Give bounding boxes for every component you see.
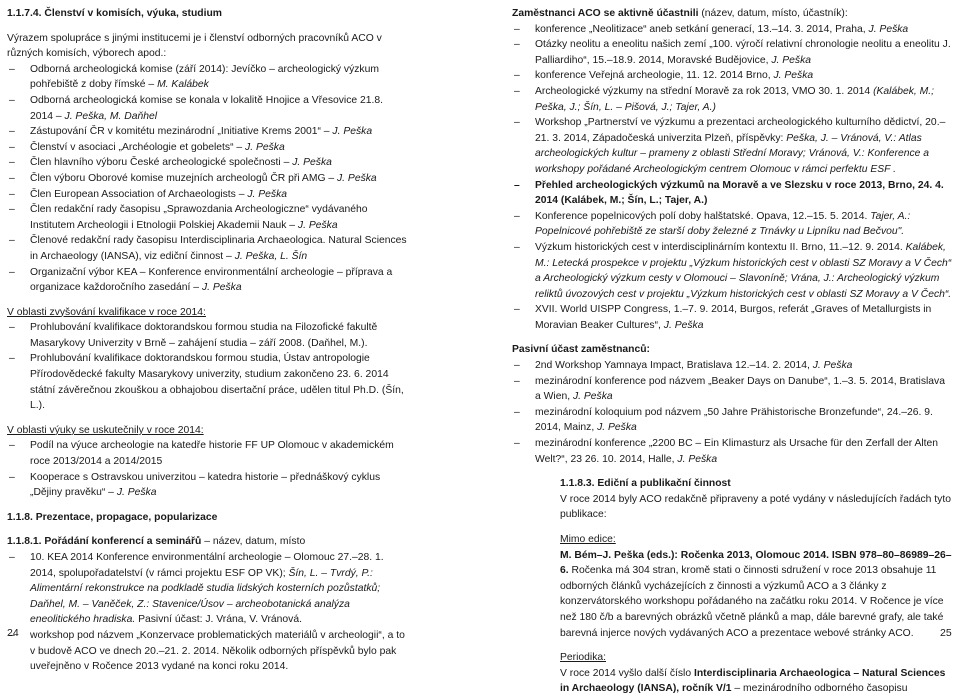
list-item	[7, 628, 407, 675]
left-column	[7, 6, 407, 675]
qualification-subheading: V oblasti zvyšování kvalifikace v roce 2014:	[7, 306, 206, 318]
page-number-left: 24	[7, 627, 19, 639]
list-item-author: J. Peška	[332, 126, 373, 138]
list-item-text: konference Veřejná archeologie, 11. 12. 2014 Brno,	[535, 70, 774, 82]
right-column	[512, 6, 952, 697]
list-item	[512, 22, 952, 38]
list-item	[7, 351, 407, 413]
list-item-text: Člen redakční rady časopisu „Sprawozdania Archeologiczne“ vydávaného Institutem Archeologii i Etnologii Polskiej Akademii Nauk –	[30, 204, 368, 231]
list-item-text: Konference popelnicových polí doby halštatské. Opava, 12.–15. 5. 2014.	[535, 210, 871, 222]
teaching-subheading: V oblasti výuky se uskutečnily v roce 2014:	[7, 424, 204, 436]
list-item-author: J. Peška	[292, 157, 332, 169]
list-item-text: Člen European Association of Archaeologists –	[30, 188, 248, 200]
list-item-author: J. Peška	[663, 319, 704, 331]
intro-paragraph: Výrazem spolupráce s jinými institucemi je i členství odborných pracovníků ACO v různých komisích, výborech apod.:	[7, 32, 382, 60]
yearbook-citation: M. Bém–J. Peška (eds.): Ročenka 2013, Olomouc 2014. ISBN 978–80–86989–26–6.	[560, 549, 952, 577]
list-item-author: J. Peška	[773, 70, 814, 82]
list-item-author: J. Peška	[597, 422, 637, 434]
list-item	[7, 233, 407, 264]
list-item-text: mezinárodní konference pod názvem „Beaker Days on Danube“, 1.–3. 5. 2014, Bratislava a Wien,	[535, 375, 945, 403]
periodicals-end: – mezinárodního odborného časopisu	[731, 683, 908, 695]
list-item-author: Tajer, A.: Popelnicové pohřebiště ze starší doby železné z Trnávky u Lipníku nad Bečvou".	[535, 210, 911, 238]
list-item-author: Kalábek, M.: Letecká prospekce v projektu „Výzkum historických cest v oblasti SZ Moravy a V Čech“ a Archeologický výzkum cesty v Olomouci – Slavoníně; Vrána, J.: Archeologický výzkum reliktů úvozových cest v projektu „Výzkum historických cest v oblasti SZ Moravy a V Čech“.	[535, 241, 952, 300]
list-item-text: mezinárodní koloquium pod názvem „50 Jahre Prähistorische Bronzefunde“, 24.–26. 9. 2014, Mainz,	[535, 406, 933, 434]
list-item-text: Archeologické výzkumy na střední Moravě za rok 2013, VMO 30. 1. 2014	[535, 85, 874, 97]
list-item-author: J. Peška	[337, 172, 377, 184]
list-item-text: konference „Neolitizace“ aneb setkání generací, 13.–14. 3. 2014, Praha,	[535, 23, 869, 35]
list-item-author: J. Peška	[245, 141, 285, 153]
list-item-text: XVII. World UISPP Congress, 1.–7. 9. 2014, Burgos, referát „Graves of Metallurgists in Moravian Beaker Cultures“,	[535, 304, 932, 331]
list-item-author: J. Peška	[116, 487, 157, 499]
list-item	[7, 124, 407, 140]
active-participation-rest: (název, datum, místo, účastník):	[698, 8, 848, 19]
list-item-text-tail: Pasivní účast: J. Vrána, V. Vránová.	[135, 614, 302, 626]
list-item-author: M. Kalábek	[157, 79, 209, 91]
section-heading-presentation: 1.1.8. Prezentace, propagace, popularizace	[7, 511, 218, 523]
yearbook-paragraph	[512, 548, 952, 642]
list-item-author: Šín, L. – Tvrdý, P.: Alimentární rekonstrukce na podkladě studia lidských kosterních pozůstatků; Daňhel, M. – Vaněček, Z.: Stavenice/Úsov – archeobotanická analýza eneolitického hradiska.	[30, 567, 381, 626]
list-item	[512, 115, 952, 177]
list-item	[7, 320, 407, 351]
list-item	[7, 62, 407, 93]
list-item	[512, 84, 952, 115]
passive-participation-heading: Pasivní účast zaměstnanců:	[512, 344, 650, 356]
list-item	[512, 358, 952, 374]
conferences-list	[7, 550, 407, 675]
list-item-text: Člen hlavního výboru České archeologické společnosti –	[30, 157, 293, 169]
active-participation-label: Zaměstnanci ACO se aktivně účastnili	[512, 8, 699, 19]
list-item	[512, 374, 952, 405]
list-item-text: Zástupování ČR v komitétu mezinárodní „Initiative Krems 2001“ –	[30, 126, 333, 138]
list-item-author: J. Peška	[677, 453, 718, 465]
active-participation-list	[512, 22, 952, 334]
list-item-text: Prohlubování kvalifikace doktorandskou formou studia, Ústav antropologie Přírodovědecké fakulty Masarykovy univerzity, studium zakončeno 23. 6. 2014 státní závěrečnou zkouškou a obhajobou disertační práce, udělen titul Ph.D. (Šín, L.).	[30, 353, 404, 412]
list-item	[7, 470, 407, 501]
list-item-author: J. Peška	[247, 188, 288, 200]
list-item	[512, 436, 952, 467]
list-item-text: Odborná archeologická komise se konala v lokalitě Hnojice a Vřesovice 21.8. 2014 –	[30, 94, 384, 122]
conferences-heading-rest: – název, datum, místo	[201, 536, 306, 548]
list-item	[512, 302, 952, 333]
list-item-author: J. Peška	[868, 23, 909, 35]
list-item	[7, 155, 407, 171]
periodicals-paragraph	[512, 666, 952, 697]
list-item-text: Podíl na výuce archeologie na katedře historie FF UP Olomouc v akademickém roce 2013/2014 a 2014/2015	[30, 440, 394, 468]
page-number-right: 25	[940, 627, 952, 639]
list-item	[512, 68, 952, 84]
list-item-text: Člen výboru Oborové komise muzejních archeologů ČR při AMG –	[30, 172, 337, 184]
list-item	[7, 93, 407, 124]
section-heading-publishing: 1.1.8.3. Ediční a publikační činnost	[560, 478, 731, 490]
list-item-text: workshop pod názvem „Konzervace problematických materiálů v archeologii“, a to v budově ACO ve dnech 20.–21. 2. 2014. Několik odborných příspěvků bylo pak uveřejněno v Ročence 2013 vydané na konci roku 2014.	[30, 629, 405, 673]
list-item-text: Kooperace s Ostravskou univerzitou – katedra historie – přednáškový cyklus „Dějiny pravěku“ –	[30, 471, 381, 499]
list-item-text: Organizační výbor KEA – Konference environmentální archeologie – příprava a organizace každoročního zasedání –	[30, 266, 393, 294]
publishing-intro: V roce 2014 byly ACO redakčně připraveny a poté vydány v následujících řadách tyto publikace:	[560, 493, 951, 521]
list-item-author: J. Peška, M. Daňhel	[64, 110, 158, 122]
conferences-heading-bold: 1.1.8.1. Pořádání konferencí a seminářů	[7, 536, 202, 548]
conferences-heading	[7, 534, 407, 550]
list-item	[512, 178, 952, 209]
list-item	[7, 438, 407, 469]
list-item-text: Workshop „Partnerství ve výzkumu a prezentaci archeologického kulturního dědictví, 20.–21. 3. 2014, Západočeská univerzita Plzeň, příspěvky:	[535, 117, 946, 144]
list-item	[512, 37, 952, 68]
list-item-text: 10. KEA 2014 Konference environmentální archeologie – Olomouc 27.–28. 1. 2014, spolupořadatelství (v rámci projektu ESF OP VK);	[30, 552, 384, 579]
list-item-author: J. Peška	[201, 282, 242, 294]
list-item-author: J. Peška, L. Šín	[234, 250, 308, 262]
list-item-text: Přehled archeologických výzkumů na Moravě a ve Slezsku v roce 2013, Brno, 24. 4. 2014 (Kalábek, M.; Šín, L.; Tajer, A.)	[535, 179, 944, 207]
list-item-author: J. Peška	[812, 360, 853, 372]
periodicals-subheading: Periodika:	[560, 652, 606, 664]
passive-participation-list	[512, 358, 952, 467]
list-item	[512, 405, 952, 436]
periodicals-title: Interdisciplinaria Archaeologica – Natural Sciences in Archaeology (IANSA), ročník V/1	[560, 667, 946, 695]
periodicals-text: V roce 2014 vyšlo další číslo	[560, 667, 694, 679]
list-item-text: Členové redakční rady časopisu Interdisciplinaria Archaeologica. Natural Sciences in Archaeology (IANSA), viz ediční činnost –	[30, 235, 407, 262]
list-item	[7, 202, 407, 233]
list-item-author: J. Peška	[297, 219, 338, 231]
list-item-author: J. Peška	[771, 54, 811, 66]
list-item-text: mezinárodní konference „2200 BC – Ein Klimasturz als Ursache für den Zerfall der Alten Welt?“, 23 26. 10. 2014, Halle,	[535, 438, 939, 465]
teaching-list	[7, 438, 407, 500]
list-item-author: (Kalábek, M.; Peška, J.; Šín, L. – Pišová, J.; Tajer, A.)	[535, 85, 934, 113]
list-item	[7, 140, 407, 156]
membership-list	[7, 62, 407, 296]
yearbook-description: Ročenka má 304 stran, kromě stati o činnosti sdružení v roce 2013 obsahuje 11 odborných článků vycházejících z činnosti a výzkumů ACO a 3 články z konzervátorského workshopu pořádaného na začátku roku 2014. V Ročence je více než 180 č/b a barevných obrázků včetně plánků a map, dále barevné grafy, ale také barevná injerce nových vydávaných ACO a prezentace webové stránky ACO.	[560, 565, 944, 639]
section-heading-membership: 1.1.7.4. Členství v komisích, výuka, studium	[7, 8, 223, 19]
qualification-list	[7, 320, 407, 414]
list-item-text: Výzkum historických cest v interdisciplinárním kontextu II. Brno, 11.–12. 9. 2014.	[535, 241, 906, 253]
list-item-author: J. Peška	[572, 391, 613, 403]
list-item	[512, 240, 952, 302]
list-item	[7, 265, 407, 296]
list-item	[512, 209, 952, 240]
list-item-text: Prohlubování kvalifikace doktorandskou formou studia na Filozofické fakultě Masarykovy Univerzity v Brně – zahájení studia – září 2008. (Daňhel, M.).	[30, 322, 378, 349]
list-item-text: Členství v asociaci „Archéologie et gobelets“ –	[30, 141, 246, 153]
list-item-text: 2nd Workshop Yamnaya Impact, Bratislava 12.–14. 2. 2014,	[535, 360, 813, 372]
outside-editions-subheading: Mimo edice:	[560, 534, 616, 545]
list-item-text: Otázky neolitu a eneolitu našich zemí „100. výročí relativní chronologie neolitu a eneolitu J. Palliardiho“, 15.–18.9. 2014, Moravské Budějovice,	[535, 39, 951, 66]
list-item	[7, 171, 407, 187]
list-item-text: Odborná archeologická komise (září 2014): Jevíčko – archeologický výzkum pohřebiště z doby římské –	[30, 63, 379, 91]
list-item	[7, 187, 407, 203]
list-item	[7, 550, 407, 628]
list-item-author: Peška, J. – Vránová, V.: Atlas archeologických kultur – prameny z oblasti Střední Moravy; Vránová, V.: Konference a workshopy pořádané Archeologickým centrem Olomouc v rámci perfektu ESF .	[535, 132, 930, 175]
active-participation-heading	[512, 6, 952, 22]
